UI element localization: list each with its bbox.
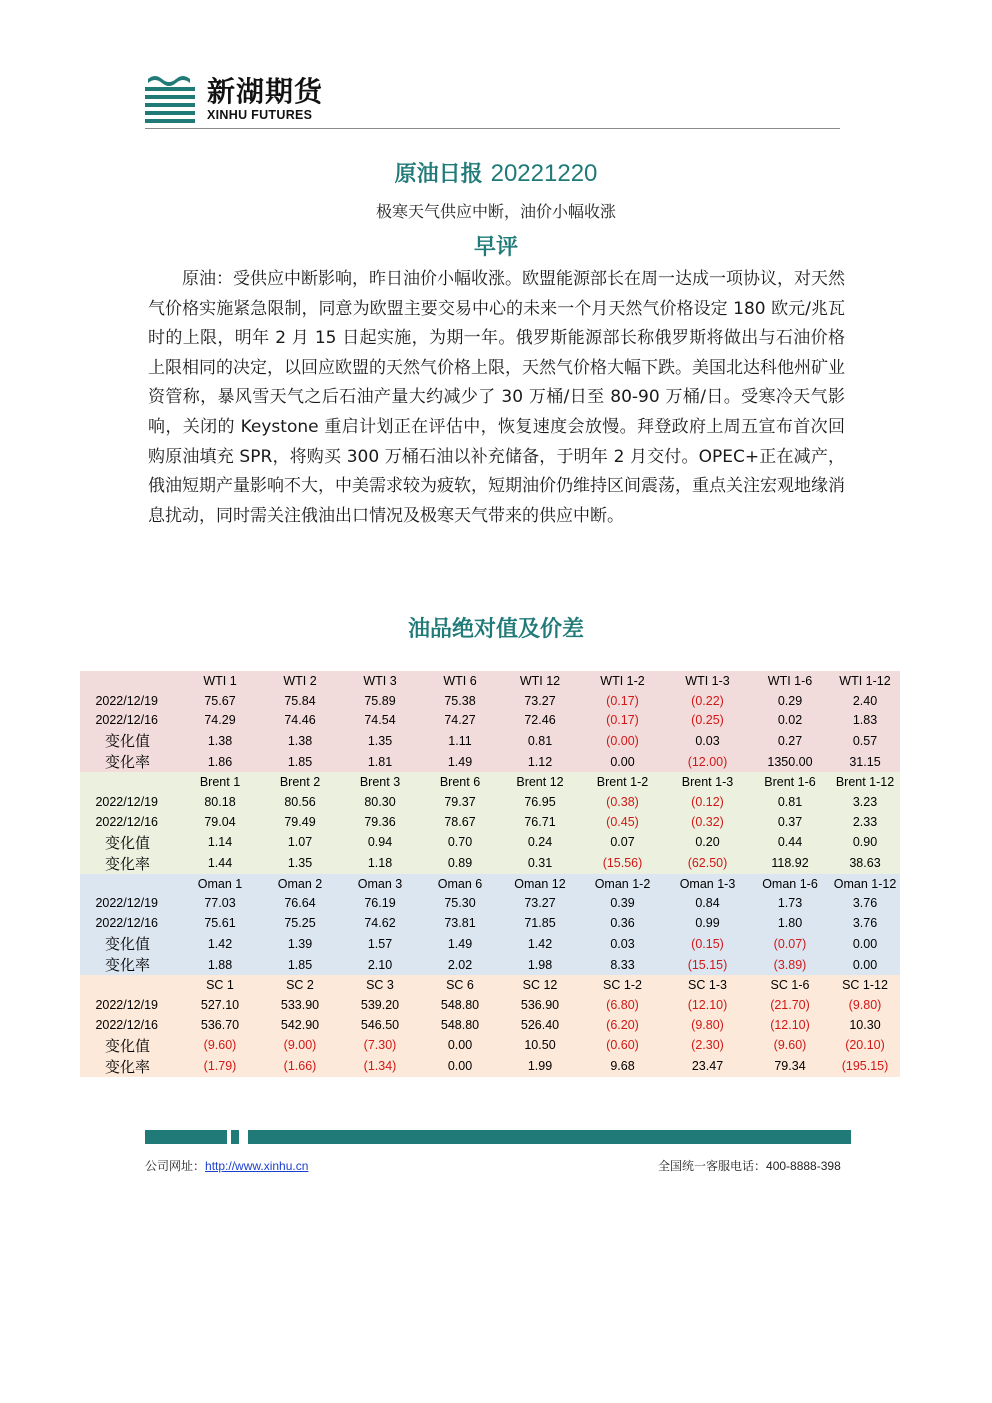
column-header: Oman 1-3 <box>665 874 750 894</box>
table-cell: (0.32) <box>665 812 750 832</box>
table-cell: 0.37 <box>750 812 830 832</box>
table-cell: (62.50) <box>665 853 750 874</box>
table-cell: (9.60) <box>180 1035 260 1056</box>
column-header: Oman 1-2 <box>580 874 665 894</box>
column-header: WTI 1-3 <box>665 671 750 691</box>
table-cell: 3.76 <box>830 894 900 914</box>
table-cell: (12.10) <box>750 1015 830 1035</box>
column-header: SC 12 <box>500 975 580 995</box>
table-cell: 548.80 <box>420 1015 500 1035</box>
table-cell: (1.79) <box>180 1056 260 1077</box>
column-header: WTI 1 <box>180 671 260 691</box>
column-header: WTI 6 <box>420 671 500 691</box>
logo-english-name: XINHU FUTURES <box>207 108 313 122</box>
table-cell: 75.25 <box>260 913 340 933</box>
table-cell: 1.38 <box>260 730 340 751</box>
footer-bar-left <box>145 1130 227 1144</box>
table-cell: 73.27 <box>500 691 580 711</box>
table-cell: 75.84 <box>260 691 340 711</box>
table-cell: 0.00 <box>420 1056 500 1077</box>
row-label: 2022/12/19 <box>80 792 180 812</box>
column-header: SC 1-6 <box>750 975 830 995</box>
table-row <box>80 853 900 874</box>
table-cell: (20.10) <box>830 1035 900 1056</box>
table-cell: 1.81 <box>340 751 420 772</box>
column-header: SC 3 <box>340 975 420 995</box>
column-header: Brent 1-6 <box>750 772 830 792</box>
brent-header-row <box>80 772 900 792</box>
table-cell: 75.61 <box>180 913 260 933</box>
table-cell: 0.81 <box>750 792 830 812</box>
company-logo <box>145 70 345 125</box>
table-cell: 2.10 <box>340 954 420 975</box>
table-cell: 1.85 <box>260 751 340 772</box>
table-cell: 0.20 <box>665 832 750 853</box>
column-header: Oman 1-12 <box>830 874 900 894</box>
column-header: WTI 1-2 <box>580 671 665 691</box>
table-cell: 1.57 <box>340 933 420 954</box>
row-label: 变化值 <box>80 730 180 751</box>
wti-header-row <box>80 671 900 691</box>
footer-bar-right <box>248 1130 851 1144</box>
table-cell: 74.54 <box>340 711 420 731</box>
table-row <box>80 1015 900 1035</box>
table-cell: 536.90 <box>500 995 580 1015</box>
sc-header-row <box>80 975 900 995</box>
column-header: Oman 1 <box>180 874 260 894</box>
table-cell: 10.30 <box>830 1015 900 1035</box>
table-cell: 1.44 <box>180 853 260 874</box>
table-cell: 0.39 <box>580 894 665 914</box>
table-cell: 0.44 <box>750 832 830 853</box>
table-cell: 71.85 <box>500 913 580 933</box>
table-cell: 1.80 <box>750 913 830 933</box>
table-cell: (9.60) <box>750 1035 830 1056</box>
table-cell: (1.34) <box>340 1056 420 1077</box>
row-label: 变化值 <box>80 832 180 853</box>
row-label: 2022/12/16 <box>80 812 180 832</box>
table-cell: (15.56) <box>580 853 665 874</box>
oil-price-table <box>80 671 900 1077</box>
table-cell: 1.39 <box>260 933 340 954</box>
table-row <box>80 933 900 954</box>
table-row <box>80 691 900 711</box>
header-blank-cell <box>80 874 180 894</box>
table-cell: 0.00 <box>830 933 900 954</box>
table-cell: 0.07 <box>580 832 665 853</box>
table-cell: 0.99 <box>665 913 750 933</box>
footer-website <box>145 1157 308 1174</box>
table-cell: (0.45) <box>580 812 665 832</box>
table-cell: (6.20) <box>580 1015 665 1035</box>
table-cell: (0.07) <box>750 933 830 954</box>
table-cell: 1.35 <box>340 730 420 751</box>
wave-logo-icon <box>145 72 197 124</box>
comment-heading: 早评 <box>473 235 518 260</box>
table-cell: 0.27 <box>750 730 830 751</box>
column-header: WTI 12 <box>500 671 580 691</box>
table-cell: 0.00 <box>580 751 665 772</box>
table-cell: 1.35 <box>260 853 340 874</box>
table-cell: (0.38) <box>580 792 665 812</box>
table-cell: 2.40 <box>830 691 900 711</box>
table-cell: 76.64 <box>260 894 340 914</box>
column-header: SC 1 <box>180 975 260 995</box>
header-blank-cell <box>80 671 180 691</box>
table-cell: 0.03 <box>580 933 665 954</box>
column-header: SC 1-12 <box>830 975 900 995</box>
row-label: 变化值 <box>80 1035 180 1056</box>
row-label: 2022/12/19 <box>80 691 180 711</box>
table-cell: 76.95 <box>500 792 580 812</box>
table-cell: 0.36 <box>580 913 665 933</box>
table-cell: 80.56 <box>260 792 340 812</box>
row-label: 2022/12/19 <box>80 894 180 914</box>
table-cell: 75.89 <box>340 691 420 711</box>
table-cell: 10.50 <box>500 1035 580 1056</box>
comment-paragraph: 原油：受供应中断影响，昨日油价小幅收涨。欧盟能源部长在周一达成一项协议，对天然气价格实施紧急限制，同意为欧盟主要交易中心的未来一个月天然气价格设定 180 欧元/兆瓦时的上限，明年 2 月 15 日起实施，为期一年。俄罗斯能源部长称俄罗斯将做出与石油价格上限相同的决定，以回应欧盟的天然气价格上限，天然气价格大幅下跌。美国北达科他州矿业资管称，暴风雪天气之后石油产量大约减少了 30 万桶/日至 80-90 万桶/日。受寒冷天气影响，关闭的 Keystone 重启计划正在评估中，恢复速度会放慢。拜登政府上周五宣布首次回购原油填充 SPR，将购买 300 万桶石油以补充储备，于明年 2 月交付。OPEC+正在减产，俄油短期产量影响不大，中美需求较为疲软，短期油价仍维持区间震荡，重点关注宏观地缘消息扰动，同时需关注俄油出口情况及极寒天气带来的供应中断。 <box>148 269 845 526</box>
table-cell: 1.98 <box>500 954 580 975</box>
column-header: Brent 6 <box>420 772 500 792</box>
table-cell: (0.12) <box>665 792 750 812</box>
table-cell: 1.42 <box>180 933 260 954</box>
column-header: SC 2 <box>260 975 340 995</box>
table-cell: (9.80) <box>665 1015 750 1035</box>
table-cell: 79.49 <box>260 812 340 832</box>
table-cell: 1.99 <box>500 1056 580 1077</box>
table-row <box>80 832 900 853</box>
row-label: 变化率 <box>80 1056 180 1077</box>
column-header: Brent 1 <box>180 772 260 792</box>
table-row <box>80 913 900 933</box>
table-row <box>80 792 900 812</box>
table-cell: 2.02 <box>420 954 500 975</box>
table-cell: 1.42 <box>500 933 580 954</box>
table-cell: (0.15) <box>665 933 750 954</box>
table-cell: (6.80) <box>580 995 665 1015</box>
row-label: 变化率 <box>80 954 180 975</box>
column-header: Oman 3 <box>340 874 420 894</box>
table-cell: 75.38 <box>420 691 500 711</box>
column-header: SC 6 <box>420 975 500 995</box>
row-label: 变化率 <box>80 751 180 772</box>
column-header: Oman 2 <box>260 874 340 894</box>
column-header: Brent 1-2 <box>580 772 665 792</box>
row-label: 变化率 <box>80 853 180 874</box>
header-divider <box>145 128 840 129</box>
table-cell: 3.76 <box>830 913 900 933</box>
table-cell: 1.88 <box>180 954 260 975</box>
table-cell: 1.85 <box>260 954 340 975</box>
table-cell: 80.18 <box>180 792 260 812</box>
footer-bar-mid <box>231 1130 239 1144</box>
column-header: Oman 1-6 <box>750 874 830 894</box>
table-cell: 2.33 <box>830 812 900 832</box>
table-cell: 75.67 <box>180 691 260 711</box>
table-cell: 1.86 <box>180 751 260 772</box>
oman-header-row <box>80 874 900 894</box>
table-row <box>80 1056 900 1077</box>
table-cell: 1.11 <box>420 730 500 751</box>
table-cell: 73.81 <box>420 913 500 933</box>
table-cell: 79.37 <box>420 792 500 812</box>
column-header: WTI 3 <box>340 671 420 691</box>
table-row <box>80 894 900 914</box>
report-title-text: 原油日报 <box>394 162 483 187</box>
column-header: WTI 2 <box>260 671 340 691</box>
table-cell: 1.38 <box>180 730 260 751</box>
header-blank-cell <box>80 975 180 995</box>
table-cell: (0.00) <box>580 730 665 751</box>
report-date: 20221220 <box>490 160 598 187</box>
table-cell: 0.24 <box>500 832 580 853</box>
table-cell: 0.57 <box>830 730 900 751</box>
table-cell: 0.94 <box>340 832 420 853</box>
table-cell: 0.00 <box>420 1035 500 1056</box>
table-row <box>80 751 900 772</box>
table-cell: 548.80 <box>420 995 500 1015</box>
table-cell: 542.90 <box>260 1015 340 1035</box>
table-cell: (0.17) <box>580 691 665 711</box>
table-cell: 74.46 <box>260 711 340 731</box>
table-cell: 1.49 <box>420 751 500 772</box>
table-cell: (0.22) <box>665 691 750 711</box>
table-cell: 75.30 <box>420 894 500 914</box>
table-cell: 0.70 <box>420 832 500 853</box>
table-cell: 539.20 <box>340 995 420 1015</box>
table-cell: 0.81 <box>500 730 580 751</box>
table-cell: 73.27 <box>500 894 580 914</box>
table-cell: 74.62 <box>340 913 420 933</box>
hotline-label: 全国统一客服电话： <box>658 1159 767 1173</box>
table-cell: 533.90 <box>260 995 340 1015</box>
table-cell: 1.49 <box>420 933 500 954</box>
table-cell: (0.17) <box>580 711 665 731</box>
table-cell: (3.89) <box>750 954 830 975</box>
table-cell: 38.63 <box>830 853 900 874</box>
table-cell: 0.89 <box>420 853 500 874</box>
logo-chinese-name: 新湖期货 <box>207 75 324 108</box>
column-header: Brent 1-12 <box>830 772 900 792</box>
website-link[interactable]: http://www.xinhu.cn <box>205 1159 309 1173</box>
column-header: SC 1-2 <box>580 975 665 995</box>
row-label: 2022/12/16 <box>80 1015 180 1035</box>
table-cell: 74.27 <box>420 711 500 731</box>
footer-hotline <box>658 1157 851 1174</box>
column-header: Oman 6 <box>420 874 500 894</box>
row-label: 2022/12/16 <box>80 913 180 933</box>
table-cell: 118.92 <box>750 853 830 874</box>
table-cell: 79.04 <box>180 812 260 832</box>
table-cell: 0.90 <box>830 832 900 853</box>
column-header: SC 1-3 <box>665 975 750 995</box>
column-header: Brent 2 <box>260 772 340 792</box>
table-cell: 9.68 <box>580 1056 665 1077</box>
table-cell: (2.30) <box>665 1035 750 1056</box>
column-header: Brent 3 <box>340 772 420 792</box>
table-cell: 0.29 <box>750 691 830 711</box>
table-cell: 546.50 <box>340 1015 420 1035</box>
column-header: Oman 12 <box>500 874 580 894</box>
table-cell: 526.40 <box>500 1015 580 1035</box>
table-cell: 0.03 <box>665 730 750 751</box>
table-row <box>80 730 900 751</box>
table-cell: 0.02 <box>750 711 830 731</box>
table-cell: (9.00) <box>260 1035 340 1056</box>
table-row <box>80 1035 900 1056</box>
table-cell: (0.25) <box>665 711 750 731</box>
row-label: 2022/12/19 <box>80 995 180 1015</box>
column-header: Brent 1-3 <box>665 772 750 792</box>
table-cell: 76.19 <box>340 894 420 914</box>
table-cell: 1350.00 <box>750 751 830 772</box>
table-cell: 536.70 <box>180 1015 260 1035</box>
table-cell: 0.31 <box>500 853 580 874</box>
table-cell: 80.30 <box>340 792 420 812</box>
table-cell: (12.00) <box>665 751 750 772</box>
table-cell: 1.83 <box>830 711 900 731</box>
hotline-number: 400-8888-398 <box>766 1159 841 1173</box>
report-subtitle: 极寒天气供应中断，油价小幅收涨 <box>375 202 616 221</box>
row-label: 变化值 <box>80 933 180 954</box>
table-cell: 527.10 <box>180 995 260 1015</box>
table-cell: 78.67 <box>420 812 500 832</box>
report-title <box>0 158 992 191</box>
table-cell: 72.46 <box>500 711 580 731</box>
table-cell: (0.60) <box>580 1035 665 1056</box>
table-row <box>80 812 900 832</box>
column-header: Brent 12 <box>500 772 580 792</box>
table-cell: 76.71 <box>500 812 580 832</box>
table-cell: 79.34 <box>750 1056 830 1077</box>
table-cell: 31.15 <box>830 751 900 772</box>
table-cell: 77.03 <box>180 894 260 914</box>
table-row <box>80 711 900 731</box>
column-header: WTI 1-6 <box>750 671 830 691</box>
table-cell: 1.14 <box>180 832 260 853</box>
header-blank-cell <box>80 772 180 792</box>
table-cell: (15.15) <box>665 954 750 975</box>
table-row <box>80 954 900 975</box>
table-cell: 1.18 <box>340 853 420 874</box>
table-cell: 3.23 <box>830 792 900 812</box>
table-cell: (195.15) <box>830 1056 900 1077</box>
table-cell: 74.29 <box>180 711 260 731</box>
table-cell: (21.70) <box>750 995 830 1015</box>
table-cell: 1.73 <box>750 894 830 914</box>
table-cell: 1.12 <box>500 751 580 772</box>
row-label: 2022/12/16 <box>80 711 180 731</box>
table-cell: 8.33 <box>580 954 665 975</box>
table-body <box>80 671 900 1077</box>
table-cell: 23.47 <box>665 1056 750 1077</box>
table-cell: (7.30) <box>340 1035 420 1056</box>
table-heading: 油品绝对值及价差 <box>407 617 584 642</box>
table-cell: (1.66) <box>260 1056 340 1077</box>
website-label: 公司网址： <box>145 1159 206 1173</box>
table-cell: (12.10) <box>665 995 750 1015</box>
table-cell: 0.00 <box>830 954 900 975</box>
table-cell: (9.80) <box>830 995 900 1015</box>
table-cell: 1.07 <box>260 832 340 853</box>
column-header: WTI 1-12 <box>830 671 900 691</box>
table-cell: 79.36 <box>340 812 420 832</box>
table-cell: 0.84 <box>665 894 750 914</box>
table-row <box>80 995 900 1015</box>
